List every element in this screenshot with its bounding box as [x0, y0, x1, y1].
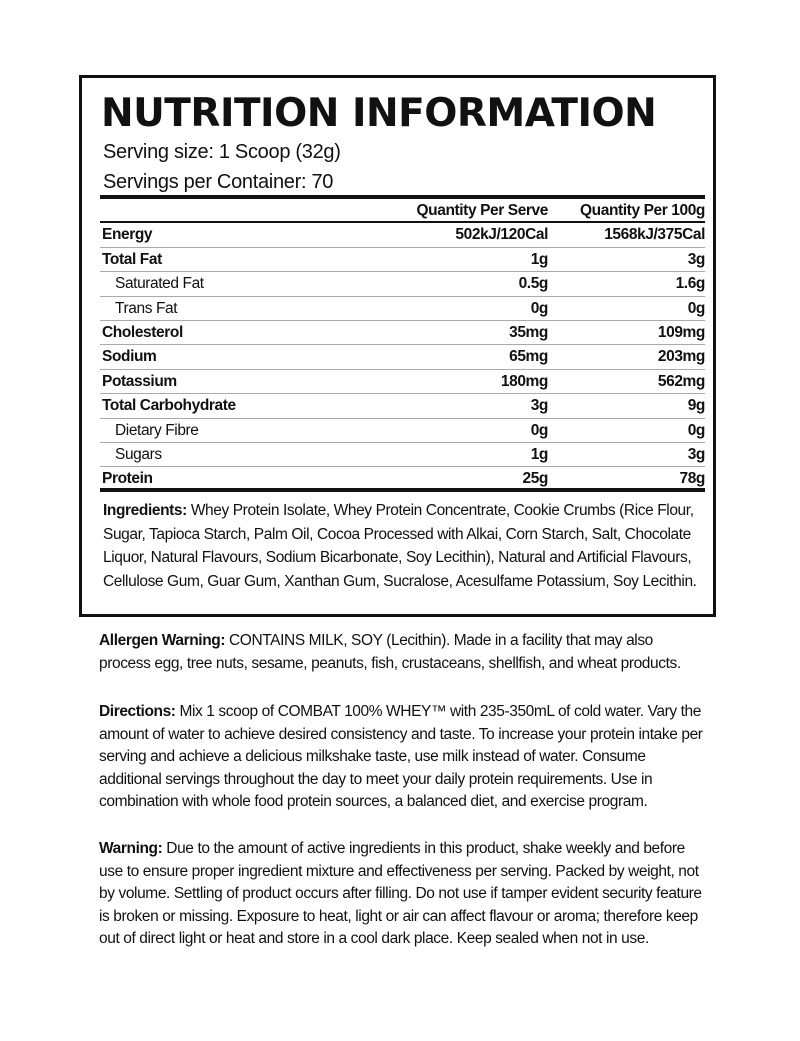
per-100g-value: 9g	[687, 397, 705, 415]
ingredients-text: Whey Protein Isolate, Whey Protein Concentrate, Cookie Crumbs (Rice Flour, Sugar, Tapioca Starch, Palm Oil, Cocoa Processed with Alkai, Corn Starch, Salt, Chocolate Liquor, Natural Flavours, Sodium Bicarbonate, Soy Lecithin), Natural and Artificial Flavours, Cellulose Gum, Guar Gum, Xanthan Gum, Sucralose, Acesulfame Potassium, Soy Lecithin.	[103, 502, 697, 590]
table-row-cholesterol	[100, 321, 705, 345]
warning-text: Due to the amount of active ingredients in this product, shake weekly and before use to ensure proper ingredient mixture and effectiveness per serving. Packed by weight, not by volume. Settling of product occurs after filling. Do not use if tamper evident security feature is broken or missing. Exposure to heat, light or air can affect flavour or aroma; therefore keep out of direct light or heat and store in a cool dark place. Keep sealed when not in use.	[99, 840, 702, 948]
table-row-dietary-fibre	[100, 419, 705, 443]
per-serve-value: 35mg	[509, 323, 548, 341]
nutrition-table	[100, 199, 705, 492]
table-row-potassium	[100, 370, 705, 394]
serving-size: Serving size: 1 Scoop (32g)	[103, 141, 341, 163]
allergen-text: CONTAINS MILK, SOY (Lecithin). Made in a facility that may also process egg, tree nuts, sesame, peanuts, fish, crustaceans, shellfish, and wheat products.	[99, 632, 681, 672]
nutrient-name: Saturated Fat	[115, 275, 204, 293]
table-row-energy	[100, 223, 705, 247]
per-100g-value: 109mg	[657, 323, 705, 341]
per-serve-value: 180mg	[500, 372, 548, 390]
per-100g-value: 78g	[679, 470, 705, 488]
per-100g-value: 3g	[687, 445, 705, 463]
table-row-saturated-fat	[100, 272, 705, 296]
table-row-total-fat	[100, 248, 705, 272]
per-serve-value: 25g	[522, 470, 548, 488]
table-row-sodium	[100, 345, 705, 369]
per-serve-value: 502kJ/120Cal	[455, 226, 548, 244]
allergen-heading: Allergen Warning:	[99, 632, 226, 649]
nutrient-name: Sugars	[115, 445, 162, 463]
per-100g-value: 203mg	[657, 348, 705, 366]
per-100g-value: 562mg	[657, 372, 705, 390]
table-row-total-carbohydrate	[100, 394, 705, 418]
per-100g-value: 0g	[687, 299, 705, 317]
warning-paragraph	[99, 838, 704, 951]
per-100g-value: 1568kJ/375Cal	[604, 226, 705, 244]
per-serve-value: 1g	[530, 445, 548, 463]
table-row-trans-fat	[100, 297, 705, 321]
per-serve-value: 0g	[530, 421, 548, 439]
nutrition-panel	[79, 75, 716, 617]
nutrient-name: Trans Fat	[115, 299, 178, 317]
nutrient-name: Total Carbohydrate	[102, 397, 236, 415]
column-header-per-100g: Quantity Per 100g	[580, 202, 705, 219]
table-bottom-rule	[100, 488, 705, 492]
nutrient-name: Total Fat	[102, 250, 162, 268]
allergen-paragraph	[99, 630, 704, 675]
per-serve-value: 0g	[530, 299, 548, 317]
nutrient-name: Potassium	[102, 372, 177, 390]
directions-heading: Directions:	[99, 703, 176, 720]
ingredients-heading: Ingredients:	[103, 502, 187, 519]
per-serve-value: 1g	[530, 250, 548, 268]
nutrient-name: Energy	[102, 226, 153, 244]
ingredients-paragraph	[103, 499, 703, 593]
label-title: NUTRITION INFORMATION	[101, 91, 657, 136]
directions-paragraph	[99, 701, 704, 814]
per-100g-value: 0g	[687, 421, 705, 439]
nutrient-name: Dietary Fibre	[115, 421, 199, 439]
column-header-per-serve: Quantity Per Serve	[416, 202, 548, 219]
warning-heading: Warning:	[99, 840, 163, 857]
per-100g-value: 3g	[687, 250, 705, 268]
nutrient-name: Protein	[102, 470, 153, 488]
per-serve-value: 0.5g	[518, 275, 548, 293]
per-100g-value: 1.6g	[675, 275, 705, 293]
servings-per-container: Servings per Container: 70	[103, 171, 334, 193]
nutrient-name: Sodium	[102, 348, 157, 366]
per-serve-value: 65mg	[509, 348, 548, 366]
per-serve-value: 3g	[530, 397, 548, 415]
table-row-sugars	[100, 443, 705, 467]
nutrient-name: Cholesterol	[102, 323, 183, 341]
directions-text: Mix 1 scoop of COMBAT 100% WHEY™ with 235-350mL of cold water. Vary the amount of water to achieve desired consistency and taste. To increase your protein intake per serving and achieve a delicious milkshake taste, use milk instead of water. Consume additional servings throughout the day to meet your daily protein requirements. Use in combination with whole food protein sources, a balanced diet, and exercise program.	[99, 703, 703, 811]
table-header-row	[100, 199, 705, 223]
